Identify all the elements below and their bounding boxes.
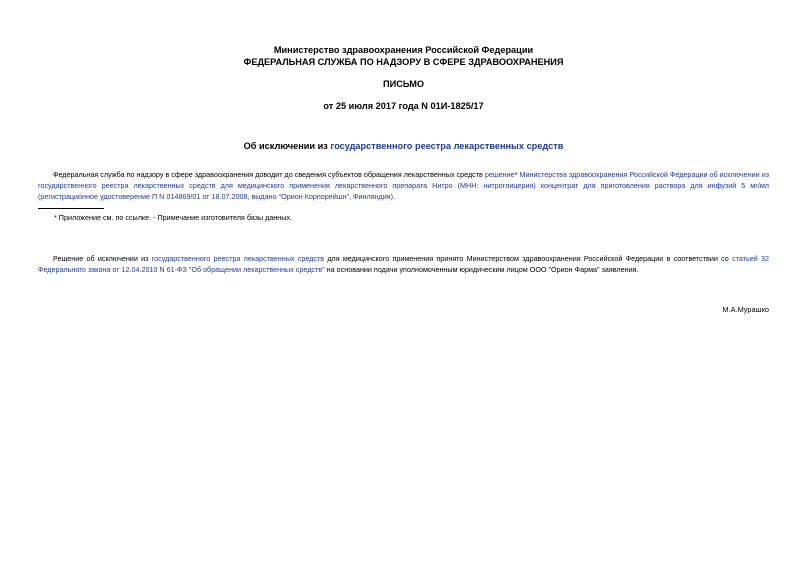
document-type: ПИСЬМО: [382, 79, 425, 89]
para1-text-b: *: [514, 170, 520, 179]
document-title: [0, 141, 807, 152]
registry-link[interactable]: государственного реестра лекарственных средств: [151, 254, 325, 263]
service-name: ФЕДЕРАЛЬНАЯ СЛУЖБА ПО НАДЗОРУ В СФЕРЕ ЗДРАВООХРАНЕНИЯ: [243, 57, 564, 67]
ministry-decision-link[interactable]: Министерства здравоохранения Российской Федерации об исключении из государственного реестра лекарственных средств для медицинского применения лекарственного препарата Нитро (МНН: нитроглицерин) концентрат для приготовления раствора для инфузий 5 мг/мл (регистрационное удостоверение П N 014869/01 от 18.07.2008, выдано "Орион Корпорейшн", Финляндия): [38, 170, 770, 201]
para2-text-c: на основании подачи уполномоченным юридическим лицом ООО "Орион Фарма" заявления.: [324, 264, 639, 274]
title-prefix: Об исключении из: [243, 141, 331, 151]
para1-text-a: Федеральная служба по надзору в сфере здравоохранения доводит до сведения субъектов обращения лекарственных средств: [53, 170, 485, 179]
paragraph-1: [38, 170, 769, 202]
footnote: * Приложение см. по ссылке. - Примечание изготовителя базы данных.: [54, 213, 293, 222]
federal-law-link[interactable]: статьей 32 Федерального закона от 12.04.2010 N 61-ФЗ "Об обращении лекарственных средств": [38, 254, 770, 274]
decision-link[interactable]: решение: [484, 170, 515, 179]
signature: М.А.Мурашко: [722, 305, 769, 314]
paragraph-2: [38, 254, 769, 276]
document-date-number: от 25 июля 2017 года N 01И-1825/17: [323, 101, 484, 111]
para2-text-b: для медицинского применения принято Министерством здравоохранения Российской Федерации в соответствии со: [324, 254, 733, 263]
title-registry-link[interactable]: государственного реестра лекарственных средств: [330, 141, 564, 151]
ministry-name: Министерство здравоохранения Российской Федерации: [273, 45, 534, 55]
para2-text-a: Решение об исключении из: [53, 254, 152, 263]
footnote-divider: [38, 208, 104, 209]
para1-text-c: .: [393, 191, 396, 201]
